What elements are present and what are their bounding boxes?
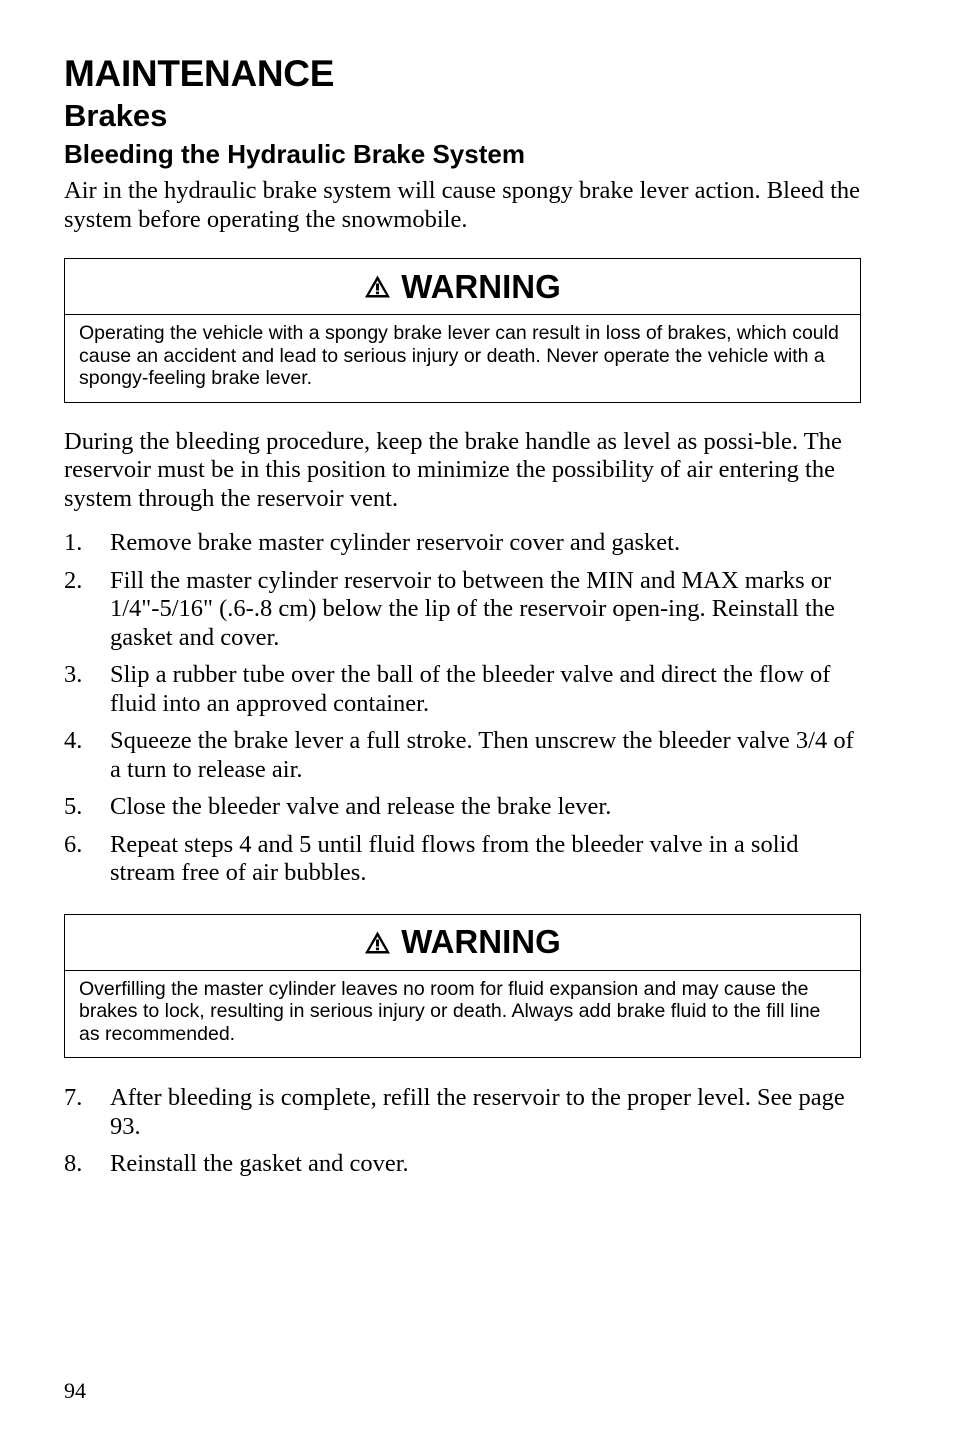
step-text: Squeeze the brake lever a full stroke. Then unscrew the bleeder valve 3/4 of a turn to release air. — [110, 727, 854, 783]
list-item — [64, 567, 864, 653]
topic-title: Bleeding the Hydraulic Brake System — [64, 139, 525, 169]
step-text: Remove brake master cylinder reservoir cover and gasket. — [110, 529, 681, 556]
step-number: 1. — [64, 529, 83, 556]
step-number: 4. — [64, 727, 83, 754]
list-item — [64, 1150, 864, 1179]
step-number: 8. — [64, 1150, 83, 1177]
warning-triangle-icon — [364, 930, 391, 955]
steps-list-continued — [64, 1084, 864, 1179]
warning-box-1 — [64, 258, 861, 403]
page-number: 94 — [64, 1378, 86, 1403]
warning-triangle-icon — [364, 274, 391, 299]
step-number: 7. — [64, 1084, 83, 1111]
step-number: 3. — [64, 661, 83, 688]
list-item — [64, 831, 864, 888]
step-text: Repeat steps 4 and 5 until fluid flows from the bleeder valve in a solid stream free of air bubbles. — [110, 830, 799, 886]
list-item — [64, 529, 864, 558]
step-number: 5. — [64, 793, 83, 820]
list-item — [64, 793, 864, 822]
warning-text: Overfilling the master cylinder leaves no room for fluid expansion and may cause the brakes to lock, resulting in serious injury or death. Always add brake fluid to the fill line as recommended. — [79, 977, 821, 1045]
section-title: MAINTENANCE — [64, 53, 335, 94]
step-text: Close the bleeder valve and release the brake lever. — [110, 793, 612, 820]
intro-paragraph: Air in the hydraulic brake system will cause spongy brake lever action. Bleed the system before operating the snowmobile. — [64, 177, 860, 233]
step-text: Slip a rubber tube over the ball of the bleeder valve and direct the flow of fluid into an approved container. — [110, 661, 831, 717]
steps-list — [64, 529, 864, 888]
warning-header — [65, 259, 860, 315]
step-text: Fill the master cylinder reservoir to between the MIN and MAX marks or 1/4"-5/16" (.6-.8 cm) below the lip of the reservoir open-ing. Reinstall the gasket and cover. — [110, 566, 835, 651]
warning-box-2 — [64, 914, 861, 1059]
list-item — [64, 727, 864, 784]
procedure-paragraph: During the bleeding procedure, keep the brake handle as level as possi-ble. The reservoir must be in this position to minimize the possibility of air entering the system through the reservoir vent. — [64, 427, 842, 512]
step-number: 6. — [64, 830, 83, 858]
warning-title: WARNING — [401, 267, 561, 305]
warning-text: Operating the vehicle with a spongy brake lever can result in loss of brakes, which could cause an accident and lead to serious injury or death. Never operate the vehicle with a spongy-feeling brake lever. — [79, 322, 839, 389]
warning-title: WARNING — [401, 923, 561, 960]
list-item — [64, 1084, 864, 1141]
manual-page — [64, 52, 864, 1188]
list-item — [64, 661, 864, 718]
step-text: After bleeding is complete, refill the reservoir to the proper level. See page 93. — [110, 1084, 845, 1140]
subsection-title: Brakes — [64, 98, 168, 133]
step-text: Reinstall the gasket and cover. — [110, 1150, 409, 1177]
warning-header — [65, 915, 860, 971]
step-number: 2. — [64, 566, 83, 594]
